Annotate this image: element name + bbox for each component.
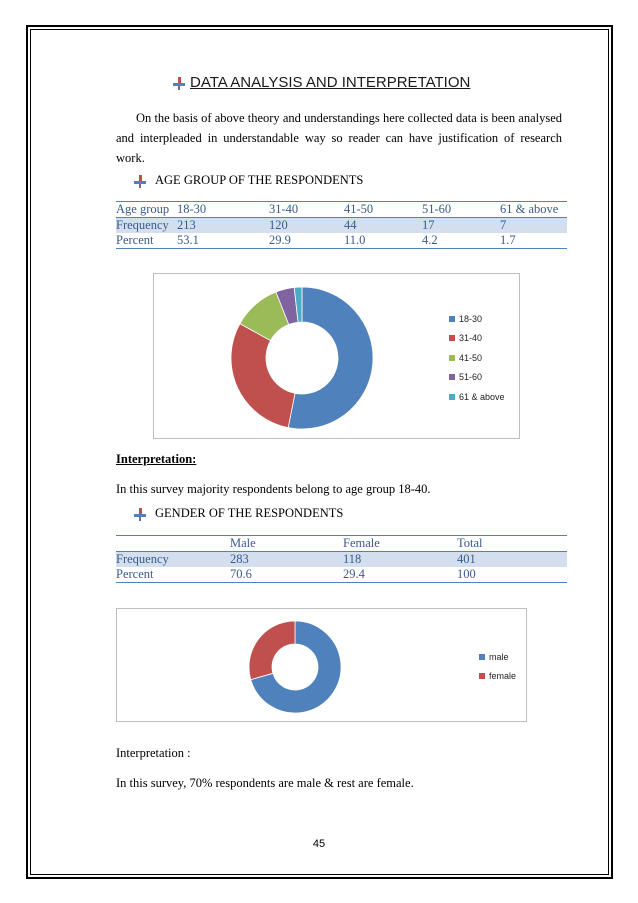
age-table-col: 18-30 bbox=[177, 202, 269, 218]
gender-section-heading bbox=[133, 506, 343, 521]
age-table-header-label: Age group bbox=[116, 202, 177, 218]
gender-table-cell: 29.4 bbox=[343, 567, 457, 583]
age-chart-legend bbox=[449, 309, 505, 407]
age-table-cell: 44 bbox=[344, 218, 422, 234]
age-table-cell: 4.2 bbox=[422, 233, 500, 249]
age-table-cell: 17 bbox=[422, 218, 500, 234]
age-table bbox=[116, 201, 567, 249]
page-title-text: DATA ANALYSIS AND INTERPRETATION bbox=[190, 74, 471, 91]
age-table-col: 61 & above bbox=[500, 202, 567, 218]
gender-legend-swatch bbox=[479, 673, 485, 679]
gender-table-cell: 118 bbox=[343, 552, 457, 568]
age-table-cell: 213 bbox=[177, 218, 269, 234]
page-number: 45 bbox=[312, 838, 326, 850]
age-table-row-label: Percent bbox=[116, 233, 177, 249]
age-table-row-label: Frequency bbox=[116, 218, 177, 234]
age-chart bbox=[153, 273, 520, 439]
age-table-percent-row bbox=[116, 233, 567, 249]
gender-table-cell: 70.6 bbox=[230, 567, 343, 583]
age-legend-swatch bbox=[449, 335, 455, 341]
gender-table-cell: 401 bbox=[457, 552, 567, 568]
age-legend-label: 31-40 bbox=[459, 333, 483, 344]
age-legend-swatch bbox=[449, 316, 455, 322]
gender-table-header-row bbox=[116, 536, 567, 552]
age-table-cell: 29.9 bbox=[269, 233, 344, 249]
gender-table-row-label: Percent bbox=[116, 567, 230, 583]
age-legend-label: 51-60 bbox=[459, 372, 483, 383]
gender-legend-swatch bbox=[479, 654, 485, 660]
gender-section-heading-text: GENDER OF THE RESPONDENTS bbox=[155, 506, 344, 520]
gender-table-frequency-row bbox=[116, 552, 567, 568]
age-table-cell: 120 bbox=[269, 218, 344, 234]
gender-legend-item bbox=[479, 647, 516, 667]
gender-table-col: Total bbox=[457, 536, 567, 552]
pushpin-icon bbox=[172, 76, 186, 90]
gender-chart bbox=[116, 608, 527, 722]
pushpin-icon bbox=[133, 174, 147, 188]
gender-table-percent-row bbox=[116, 567, 567, 583]
age-slice-31-40 bbox=[231, 324, 295, 428]
gender-chart-legend bbox=[479, 647, 516, 686]
interpretation2-heading: Interpretation : bbox=[116, 746, 191, 760]
gender-legend-item bbox=[479, 667, 516, 687]
gender-table-header-blank bbox=[116, 536, 230, 552]
gender-legend-label: female bbox=[489, 671, 517, 682]
age-table-frequency-row bbox=[116, 218, 567, 234]
age-legend-item bbox=[449, 387, 505, 407]
age-legend-label: 41-50 bbox=[459, 352, 483, 363]
gender-table-cell: 283 bbox=[230, 552, 343, 568]
interpretation1-heading: Interpretation: bbox=[116, 452, 197, 466]
age-section-heading-text: AGE GROUP OF THE RESPONDENTS bbox=[155, 173, 364, 187]
interpretation2-text: In this survey, 70% respondents are male & rest are female. bbox=[116, 776, 414, 790]
age-table-col: 51-60 bbox=[422, 202, 500, 218]
gender-table-cell: 100 bbox=[457, 567, 567, 583]
gender-slice-female bbox=[249, 621, 295, 680]
gender-table-row-label: Frequency bbox=[116, 552, 230, 568]
age-table-col: 41-50 bbox=[344, 202, 422, 218]
age-legend-item bbox=[449, 309, 505, 329]
age-table-cell: 53.1 bbox=[177, 233, 269, 249]
age-table-cell: 1.7 bbox=[500, 233, 567, 249]
age-legend-item bbox=[449, 368, 505, 388]
age-legend-item bbox=[449, 348, 505, 368]
age-legend-label: 18-30 bbox=[459, 313, 483, 324]
gender-table bbox=[116, 535, 567, 583]
pushpin-icon bbox=[133, 507, 147, 521]
interpretation1-text: In this survey majority respondents belong to age group 18-40. bbox=[116, 482, 431, 496]
age-legend-swatch bbox=[449, 394, 455, 400]
page-title bbox=[172, 74, 470, 91]
age-legend-label: 61 & above bbox=[459, 391, 505, 402]
age-legend-swatch bbox=[449, 374, 455, 380]
gender-table-col: Male bbox=[230, 536, 343, 552]
age-table-header-row bbox=[116, 202, 567, 218]
age-legend-item bbox=[449, 329, 505, 349]
age-section-heading bbox=[133, 173, 363, 188]
gender-legend-label: male bbox=[489, 651, 509, 662]
intro-paragraph: On the basis of above theory and understandings here collected data is been analysed and interpleaded in understandable way so reader can have justification of research work. bbox=[116, 111, 562, 165]
gender-doughnut bbox=[117, 609, 528, 723]
age-table-cell: 7 bbox=[500, 218, 567, 234]
age-table-col: 31-40 bbox=[269, 202, 344, 218]
age-legend-swatch bbox=[449, 355, 455, 361]
gender-table-col: Female bbox=[343, 536, 457, 552]
age-table-cell: 11.0 bbox=[344, 233, 422, 249]
